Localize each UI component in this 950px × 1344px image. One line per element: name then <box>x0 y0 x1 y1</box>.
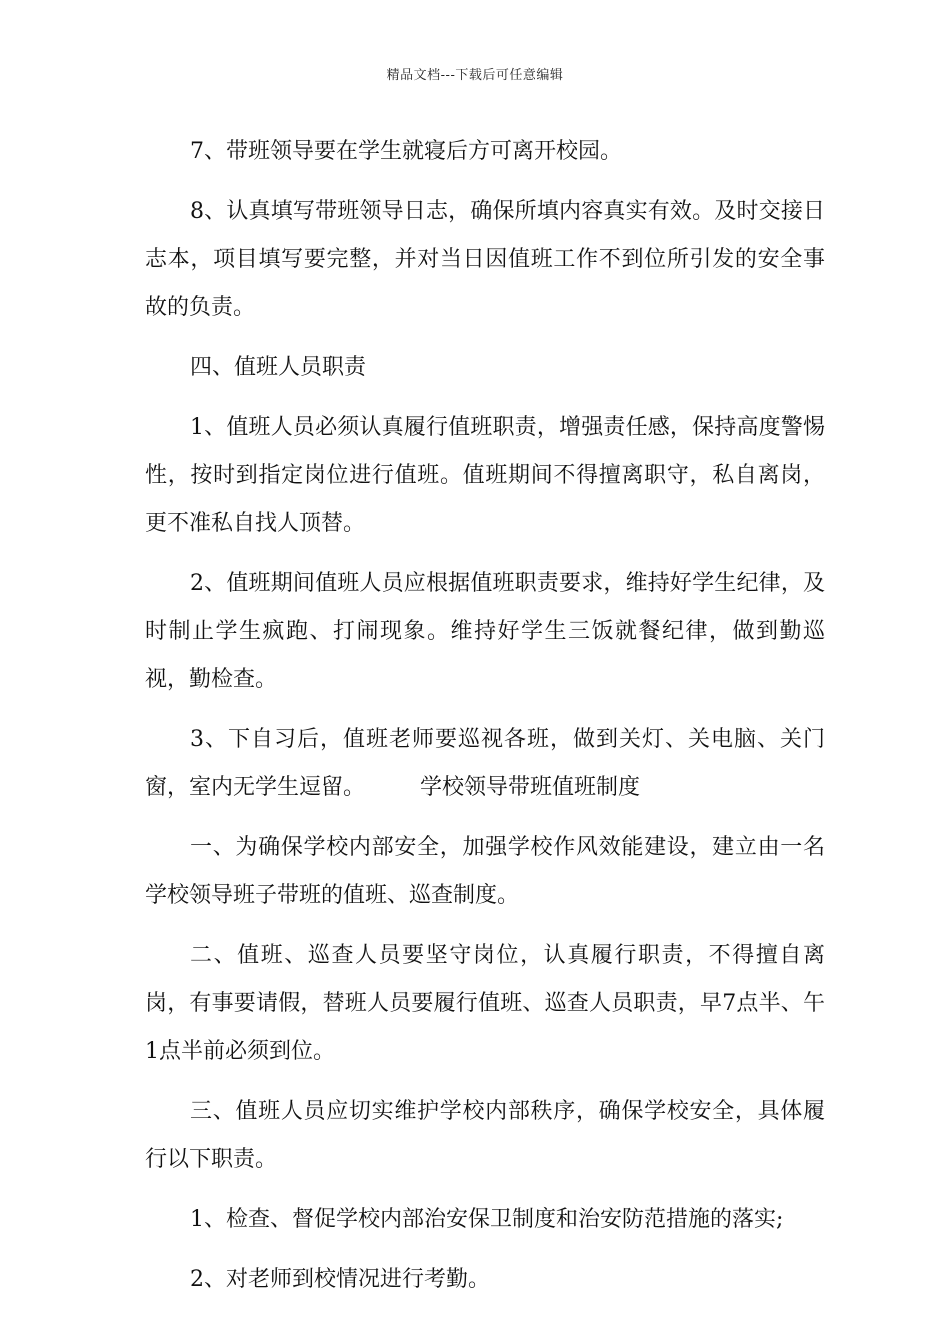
section-heading-duty-staff: 四、值班人员职责 <box>190 355 367 380</box>
paragraph-item-7: 7、带班领导要在学生就寝后方可离开校园。 <box>190 139 622 164</box>
paragraph-rule-3: 三、值班人员应切实维护学校内部秩序，确保学校安全，具体履行以下职责。 <box>145 1099 825 1172</box>
paragraph-duty-1: 1、值班人员必须认真履行值班职责，增强责任感，保持高度警惕性，按时到指定岗位进行值班。值班期间不得擅离职守，私自离岗，更不准私自找人顶替。 <box>145 415 825 536</box>
paragraph-duty-3: 3、下自习后，值班老师要巡视各班，做到关灯、关电脑、关门窗，室内无学生逗留。 学校领导带班值班制度 <box>145 727 825 800</box>
paragraph-task-1: 1、检查、督促学校内部治安保卫制度和治安防范措施的落实; <box>190 1207 784 1232</box>
paragraph-rule-1: 一、为确保学校内部安全，加强学校作风效能建设，建立由一名学校领导班子带班的值班、巡查制度。 <box>145 835 825 908</box>
paragraph-task-2: 2、对老师到校情况进行考勤。 <box>190 1267 490 1292</box>
document-body <box>145 128 825 1304</box>
paragraph-rule-2: 二、值班、巡查人员要坚守岗位，认真履行职责，不得擅自离岗，有事要请假，替班人员要履行值班、巡查人员职责，早7点半、午1点半前必须到位。 <box>145 943 825 1064</box>
paragraph-item-8: 8、认真填写带班领导日志，确保所填内容真实有效。及时交接日志本，项目填写要完整，并对当日因值班工作不到位所引发的安全事故的负责。 <box>145 199 825 320</box>
paragraph-duty-2: 2、值班期间值班人员应根据值班职责要求，维持好学生纪律，及时制止学生疯跑、打闹现象。维持好学生三饭就餐纪律，做到勤巡视，勤检查。 <box>145 571 825 692</box>
page-header: 精品文档---下载后可任意编辑 <box>386 68 564 83</box>
